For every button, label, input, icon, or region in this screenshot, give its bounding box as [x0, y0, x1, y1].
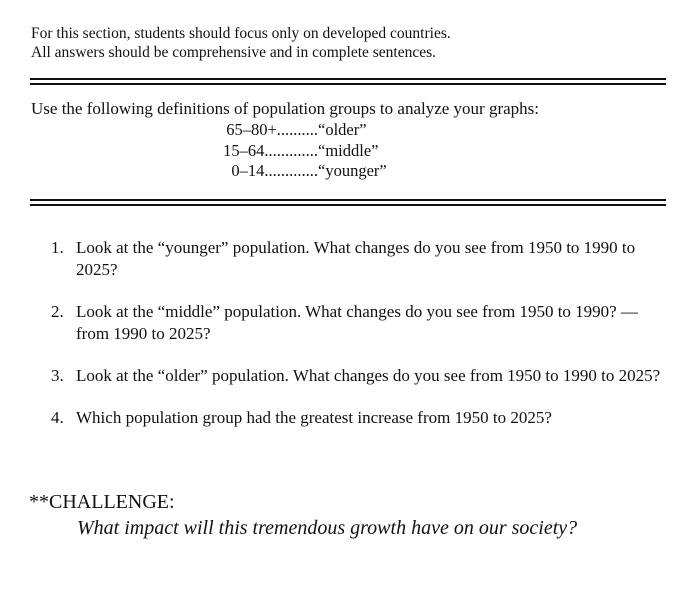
question-number: 3. — [51, 366, 64, 385]
definition-row-younger — [170, 161, 387, 182]
definition-row-older — [170, 120, 387, 141]
question-number: 4. — [51, 408, 64, 427]
definition-label: “middle” — [318, 140, 379, 160]
divider-bottom — [30, 199, 666, 206]
question-item — [51, 237, 671, 281]
question-item — [51, 301, 671, 345]
intro-instructions — [31, 24, 451, 62]
question-item — [51, 365, 671, 387]
definition-range: 0–14............. — [231, 161, 318, 180]
definition-range: 15–64............. — [223, 140, 318, 160]
intro-line-1: For this section, students should focus only on developed countries. — [31, 25, 451, 42]
challenge-label: **CHALLENGE: — [29, 491, 175, 513]
question-text: Which population group had the greatest increase from 1950 to 2025? — [76, 408, 552, 427]
question-number: 2. — [51, 302, 64, 321]
question-text: Look at the “younger” population. What changes do you see from 1950 to 1990 to 2025? — [76, 238, 636, 279]
question-list — [51, 237, 671, 449]
challenge-question: What impact will this tremendous growth have on our society? — [77, 517, 578, 539]
intro-line-2: All answers should be comprehensive and in complete sentences. — [31, 44, 437, 61]
question-item — [51, 407, 671, 429]
definition-label: “older” — [318, 120, 367, 139]
definition-range: 65–80+.......... — [226, 120, 318, 139]
definitions-heading: Use the following definitions of population groups to analyze your graphs: — [31, 99, 540, 118]
definitions-table — [170, 120, 387, 182]
definition-label: “younger” — [318, 161, 387, 180]
definition-row-middle — [170, 141, 387, 162]
divider-top — [30, 78, 666, 85]
question-text: Look at the “older” population. What changes do you see from 1950 to 1990 to 2025? — [76, 366, 661, 385]
question-text: Look at the “middle” population. What changes do you see from 1950 to 1990? — from 1990 to 2025? — [76, 302, 638, 343]
question-number: 1. — [51, 238, 64, 257]
